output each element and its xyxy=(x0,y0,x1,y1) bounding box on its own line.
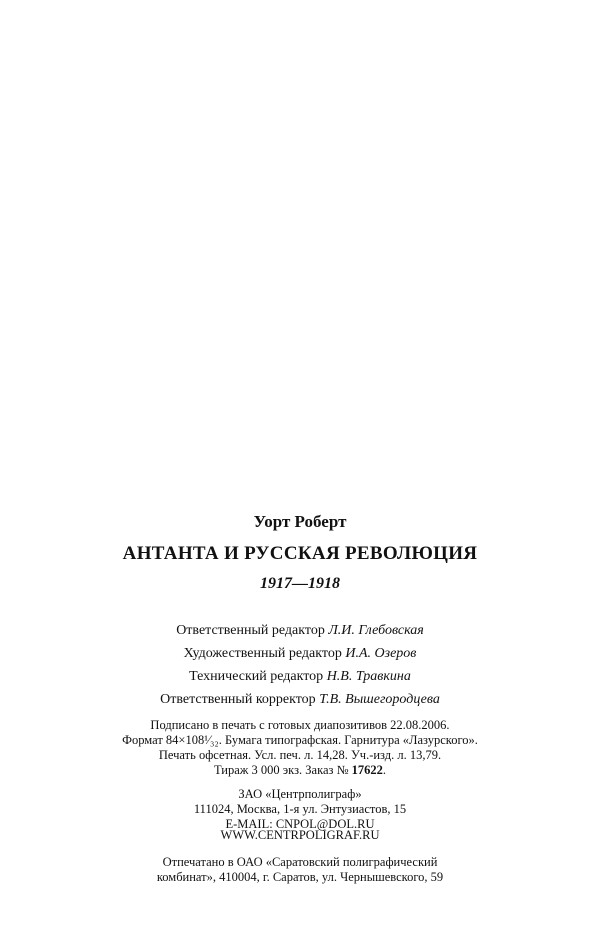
publisher-website: WWW.CENTRPOLIGRAF.RU xyxy=(220,828,380,842)
publisher-info xyxy=(0,787,600,832)
publisher-name: ЗАО «Центрполиграф» xyxy=(238,787,362,801)
credit-line xyxy=(0,665,600,688)
credit-role: Художественный редактор xyxy=(183,646,342,661)
credit-line xyxy=(0,642,600,665)
colophon-circulation xyxy=(0,763,600,778)
credit-role: Ответственный редактор xyxy=(176,623,325,638)
credit-role: Технический редактор xyxy=(189,669,324,684)
colophon-format: Формат 84×108¹⁄₃₂. Бумага типографская. Гарнитура «Лазурского». xyxy=(122,733,478,747)
printer-line: Отпечатано в ОАО «Саратовский полиграфический xyxy=(162,855,438,869)
circulation-end: . xyxy=(382,763,386,777)
printer-line: комбинат», 410004, г. Саратов, ул. Чернышевского, 59 xyxy=(156,870,444,884)
printer-info xyxy=(0,855,600,885)
credit-name: Т.В. Вышегородцева xyxy=(319,692,440,707)
book-years: 1917—1918 xyxy=(260,575,340,592)
credit-name: Н.В. Травкина xyxy=(326,669,411,684)
publisher-address: 111024, Москва, 1-я ул. Энтузиастов, 15 xyxy=(193,802,407,816)
book-title: АНТАНТА И РУССКАЯ РЕВОЛЮЦИЯ xyxy=(122,543,478,564)
credit-line xyxy=(0,688,600,711)
credit-line xyxy=(0,619,600,642)
publisher-email: E-MAIL: CNPOL@DOL.RU xyxy=(225,817,375,831)
credit-name: Л.И. Глебовская xyxy=(328,623,424,638)
colophon-signed: Подписано в печать с готовых диапозитивов 22.08.2006. xyxy=(150,718,450,732)
order-number: 17622 xyxy=(351,763,383,777)
colophon-print: Печать офсетная. Усл. печ. л. 14,28. Уч.-изд. л. 13,79. xyxy=(158,748,442,762)
colophon xyxy=(0,718,600,778)
book-author: Уорт Роберт xyxy=(253,512,347,531)
credit-name: И.А. Озеров xyxy=(345,646,417,661)
circulation-text: Тираж 3 000 экз. Заказ № xyxy=(213,763,352,777)
credit-role: Ответственный корректор xyxy=(160,692,316,707)
editorial-credits xyxy=(0,619,600,711)
